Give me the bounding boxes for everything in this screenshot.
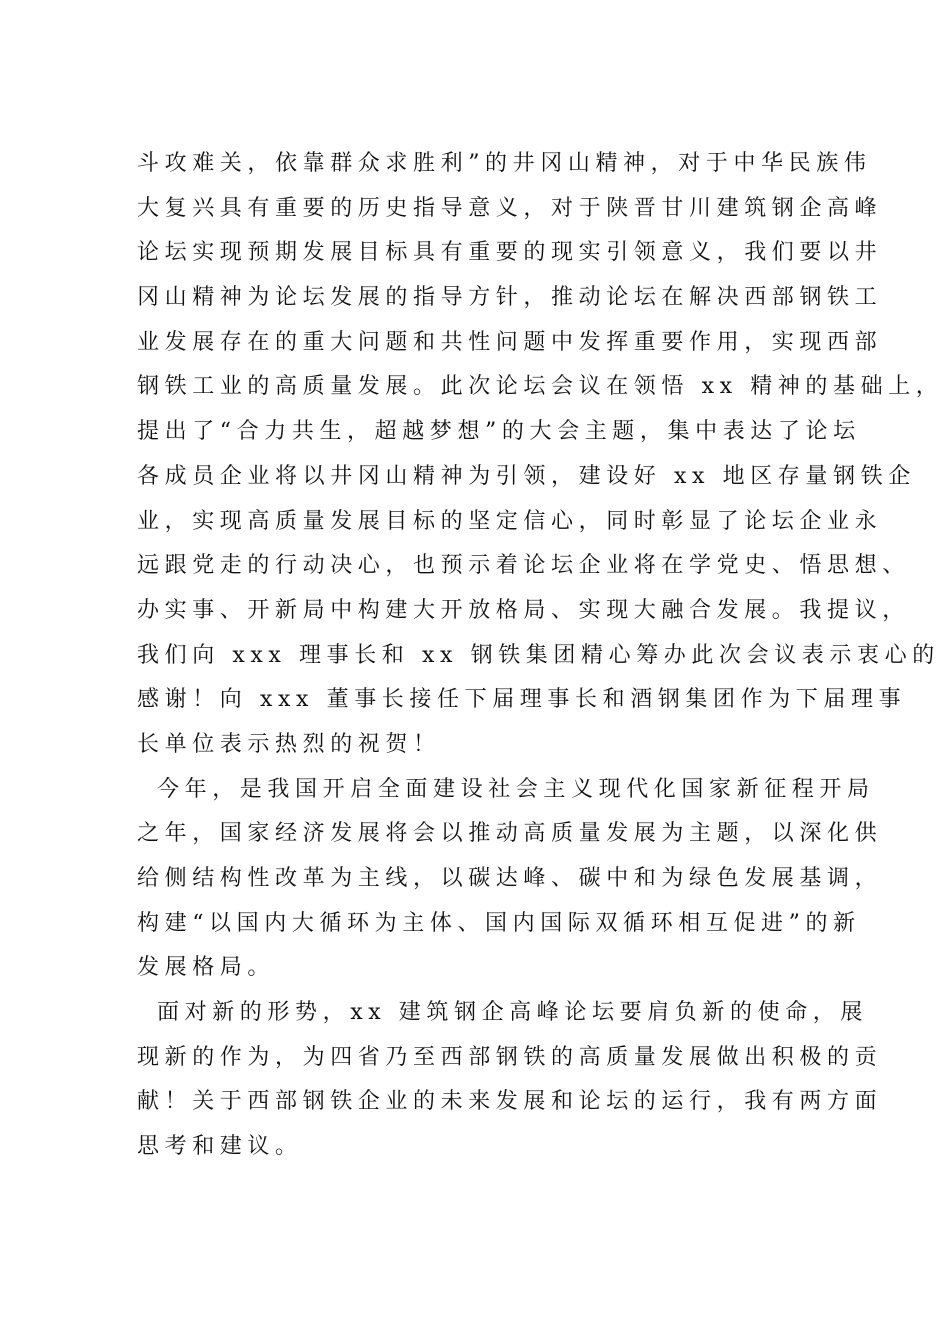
text-line: 给侧结构性改革为主线，以碳达峰、碳中和为绿色发展基调，: [137, 866, 883, 891]
text-line: 面对新的形势，xx 建筑钢企高峰论坛要肩负新的使命，展: [157, 1000, 869, 1026]
text-line: 钢铁工业的高质量发展。此次论坛会议在领悟 xx 精神的基础上，: [137, 374, 944, 400]
paragraph-2: [137, 768, 883, 991]
text-line: 之年，国家经济发展将会以推动高质量发展为主题，以深化供: [137, 821, 883, 847]
text-line: 长单位表示热烈的祝贺！: [137, 731, 441, 757]
paragraph-3: [137, 991, 883, 1170]
text-line: 办实事、开新局中构建大开放格局、实现大融合发展。我提议，: [137, 597, 910, 623]
text-line: 感谢！向 xxx 董事长接任下届理事长和酒钢集团作为下届理事: [137, 687, 907, 713]
text-line: 提出了“合力共生，超越梦想”的大会主题，集中表达了论坛: [137, 419, 861, 445]
text-line: 业发展存在的重大问题和共性问题中发挥重要作用，实现西部: [137, 329, 883, 355]
text-line: 现新的作为，为四省乃至西部钢铁的高质量发展做出积极的贡: [137, 1044, 883, 1070]
text-line: 今年，是我国开启全面建设社会主义现代化国家新征程开局: [157, 776, 875, 802]
text-line: 我们向 xxx 理事长和 xx 钢铁集团精心筹办此次会议表示衷心的: [137, 642, 940, 668]
text-line: 献！关于西部钢铁企业的未来发展和论坛的运行，我有两方面: [137, 1089, 883, 1115]
document-page: [137, 142, 944, 1170]
text-line: 各成员企业将以井冈山精神为引领，建设好 xx 地区存量钢铁企: [137, 463, 916, 489]
paragraph-1: [137, 142, 944, 768]
text-line: 斗攻难关，依靠群众求胜利”的井冈山精神，对于中华民族伟: [137, 151, 872, 176]
text-line: 论坛实现预期发展目标具有重要的现实引领意义，我们要以井: [137, 240, 883, 266]
text-line: 大复兴具有重要的历史指导意义，对于陕晋甘川建筑钢企高峰: [137, 195, 883, 221]
text-line: 冈山精神为论坛发展的指导方针，推动论坛在解决西部钢铁工: [137, 285, 883, 311]
text-line: 业，实现高质量发展目标的坚定信心，同时彰显了论坛企业永: [137, 508, 883, 534]
text-line: 远跟党走的行动决心，也预示着论坛企业将在学党史、悟思想、: [137, 553, 910, 579]
text-line: 发展格局。: [137, 955, 276, 981]
text-line: 构建“以国内大循环为主体、国内国际双循环相互促进”的新: [137, 910, 861, 936]
text-line: 思考和建议。: [137, 1134, 303, 1160]
